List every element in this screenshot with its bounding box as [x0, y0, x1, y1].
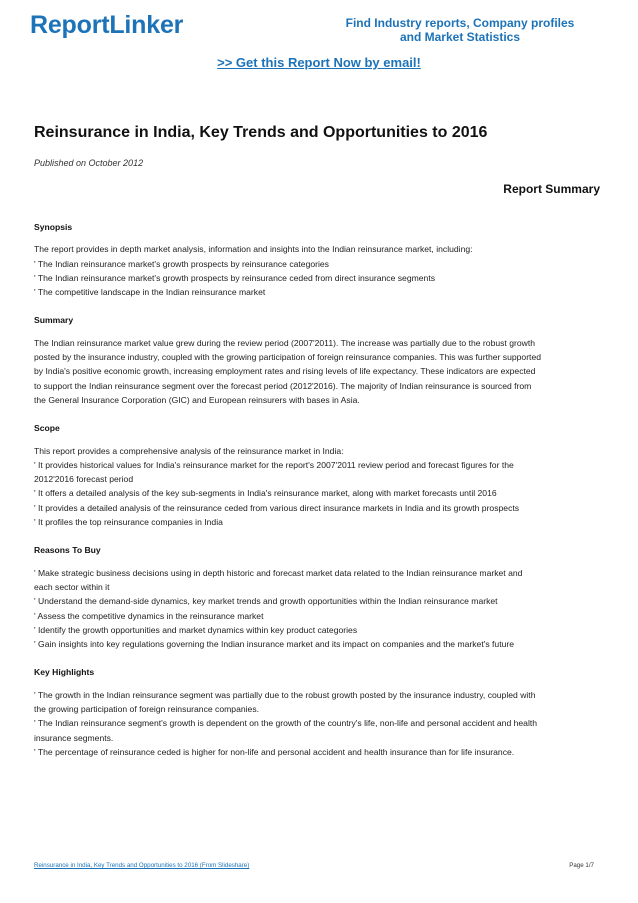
report-content — [34, 220, 604, 773]
summary-section — [34, 313, 604, 407]
text-line: ' Assess the competitive dynamics in the reinsurance market — [34, 610, 264, 621]
text-line: ' Understand the demand-side dynamics, key market trends and growth opportunities within the Indian reinsurance market — [34, 596, 498, 607]
text-line: ' The Indian reinsurance market's growth prospects by reinsurance categories — [34, 258, 329, 269]
text-line: ' It profiles the top reinsurance companies in India — [34, 517, 223, 528]
text-line: This report provides a comprehensive analysis of the reinsurance market in India: — [34, 445, 344, 456]
key-highlights-section — [34, 665, 604, 759]
text-line: ' Make strategic business decisions using in depth historic and forecast market data related to the Indian reinsurance market and — [34, 567, 523, 578]
section-heading: Reasons To Buy — [34, 545, 101, 556]
text-line: ' Gain insights into key regulations governing the Indian insurance market and its impact on companies and the market's future — [34, 639, 515, 650]
text-line: ' The Indian reinsurance market's growth prospects by reinsurance ceded from direct insurance segments — [34, 272, 436, 283]
text-line: ' It provides historical values for India's reinsurance market for the report's 2007'2011 review period and forecast figures for the — [34, 459, 514, 470]
text-line: ' The growth in the Indian reinsurance segment was partially due to the robust growth posted by the insurance industry, coupled with — [34, 689, 536, 700]
text-line: The Indian reinsurance market value grew during the review period (2007'2011). The increase was partially due to the robust growth — [34, 337, 535, 348]
text-line: ' It provides a detailed analysis of the reinsurance ceded from various direct insurance markets in India and its growth prospects — [34, 502, 520, 513]
text-line: to support the Indian reinsurance segment over the forecast period (2012'2016). The majority of Indian reinsurance is sourced from — [34, 380, 532, 391]
text-line: ' The percentage of reinsurance ceded is higher for non-life and personal accident and health insurance than for life insurance. — [34, 746, 515, 757]
text-line: insurance segments. — [34, 732, 114, 743]
reasons-to-buy-section — [34, 543, 604, 651]
report-title: Reinsurance in India, Key Trends and Opportunities to 2016 — [34, 124, 488, 141]
synopsis-section — [34, 220, 604, 299]
text-line: by India's positive economic growth, increasing employment rates and rising levels of life expectancy. These indicators are expected — [34, 366, 536, 377]
text-line: ' The competitive landscape in the Indian reinsurance market — [34, 287, 266, 298]
report-summary-heading: Report Summary — [503, 182, 600, 196]
text-line: the growing participation of foreign reinsurance companies. — [34, 704, 259, 715]
header-tagline[interactable] — [330, 16, 590, 44]
footer-source-link[interactable]: Reinsurance in India, Key Trends and Opportunities to 2016 (From Slideshare) — [34, 862, 250, 869]
text-line: posted by the insurance industry, coupled with the growing participation of foreign reinsurance companies. This was further supported — [34, 352, 541, 363]
text-line: The report provides in depth market analysis, information and insights into the Indian reinsurance market, including: — [34, 244, 473, 255]
published-date: Published on October 2012 — [34, 158, 144, 168]
text-line: 2012'2016 forecast period — [34, 474, 134, 485]
tagline-line-1: Find Industry reports, Company profiles — [345, 16, 575, 30]
scope-section — [34, 421, 604, 529]
page-number: Page 1/7 — [569, 862, 594, 869]
section-heading: Synopsis — [34, 222, 73, 232]
tagline-line-2: and Market Statistics — [399, 30, 521, 44]
reportlinker-logo[interactable]: ReportLinker — [30, 11, 184, 39]
section-heading: Summary — [34, 315, 74, 326]
text-line: ' It offers a detailed analysis of the key sub-segments in India's reinsurance market, along with market forecasts until 2016 — [34, 488, 497, 499]
get-report-link[interactable]: >> Get this Report Now by email! — [217, 55, 421, 70]
section-heading: Scope — [34, 423, 60, 434]
text-line: ' Identify the growth opportunities and market dynamics within key product categories — [34, 624, 358, 635]
text-line: the General Insurance Corporation (GIC) and European reinsurers with bases in Asia. — [34, 394, 360, 405]
text-line: ' The Indian reinsurance segment's growth is dependent on the growth of the country's life, non-life and personal accident and health — [34, 718, 538, 729]
text-line: each sector within it — [34, 581, 110, 592]
section-heading: Key Highlights — [34, 667, 95, 678]
